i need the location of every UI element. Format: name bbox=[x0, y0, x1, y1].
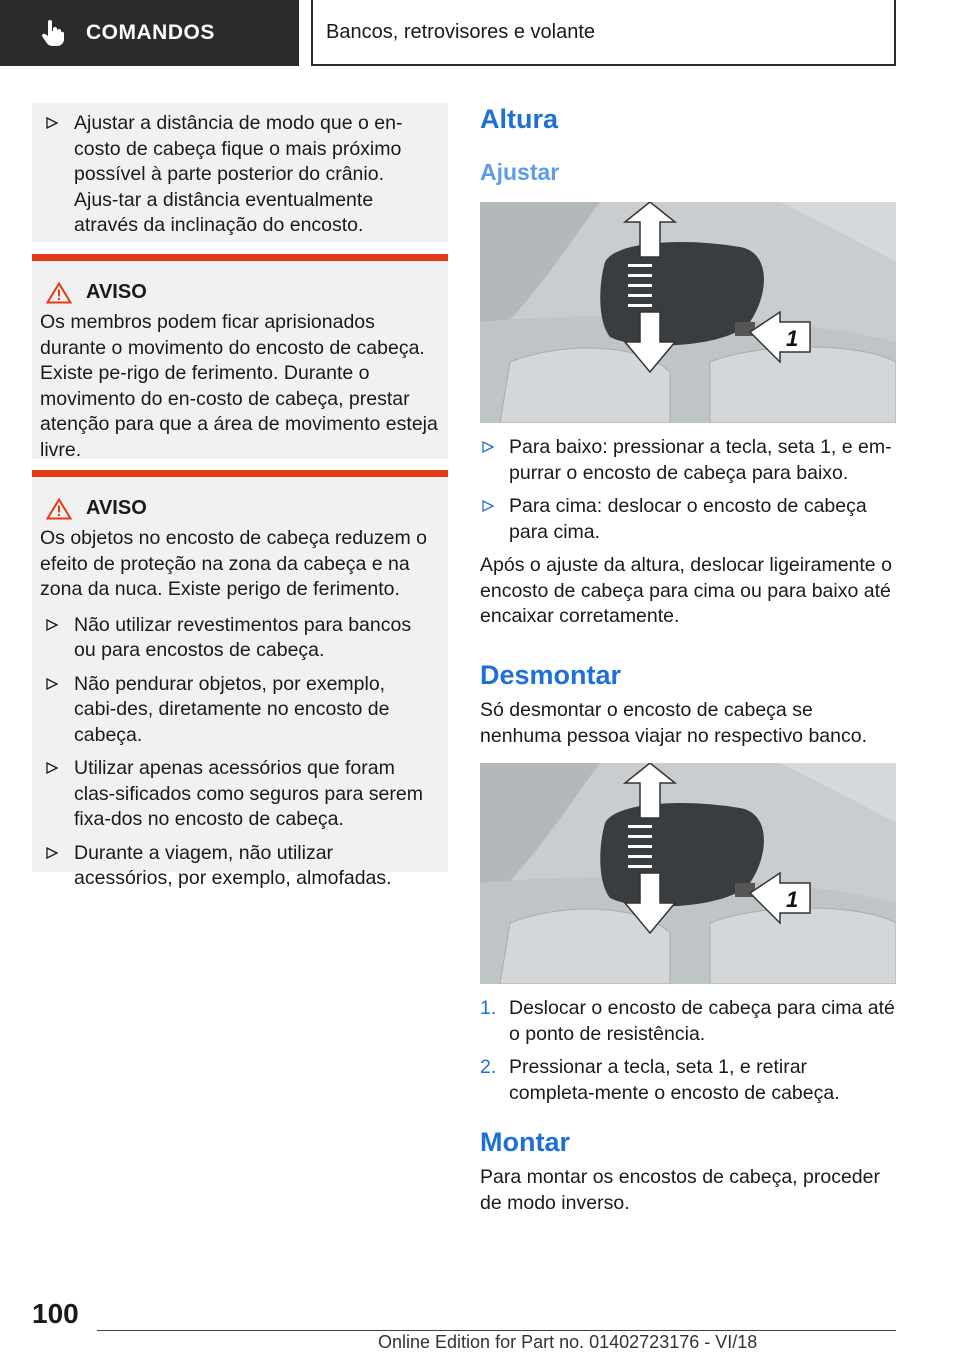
list-item: Para baixo: pressionar a tecla, seta 1, e em-purrar o encosto de cabeça para baixo. bbox=[480, 435, 896, 486]
figure-callout-label: 1 bbox=[786, 887, 799, 912]
list-item: Durante a viagem, não utilizar acessórios, por exemplo, almofadas. bbox=[32, 841, 440, 892]
tip-box bbox=[32, 103, 448, 242]
heading-ajustar: Ajustar bbox=[480, 159, 560, 185]
list-item: 2. Pressionar a tecla, seta 1, e retirar completa-mente o encosto de cabeça. bbox=[480, 1056, 840, 1104]
pointing-hand-icon bbox=[40, 20, 66, 46]
edition-text: Online Edition for Part no. 01402723176 - VI/18 bbox=[378, 1332, 758, 1352]
warning-box bbox=[32, 477, 448, 889]
desmontar-note: Só desmontar o encosto de cabeça se nenhuma pessoa viajar no respectivo banco. bbox=[480, 699, 867, 747]
warning-text: Os objetos no encosto de cabeça reduzem o efeito de proteção na zona da cabeça e na zona da nuca. Existe perigo de ferimento. bbox=[40, 527, 427, 600]
warning-title: AVISO bbox=[40, 281, 440, 304]
headrest-remove-figure bbox=[480, 763, 896, 984]
list-item: Não pendurar objetos, por exemplo, cabi-des, diretamente no encosto de cabeça. bbox=[32, 672, 440, 749]
triangle-bullet-icon bbox=[46, 762, 58, 774]
headrest-adjust-figure bbox=[480, 202, 896, 423]
chapter-title: Bancos, retrovisores e volante bbox=[326, 20, 596, 43]
montar-note: Para montar os encostos de cabeça, proceder de modo inverso. bbox=[480, 1166, 880, 1214]
chapter-header bbox=[311, 0, 896, 66]
figure-callout-label: 1 bbox=[786, 326, 799, 351]
warning-title: AVISO bbox=[40, 497, 440, 520]
list-item: Utilizar apenas acessórios que foram clas-sificados como seguros para serem fixa-dos no encosto de cabeça. bbox=[32, 756, 440, 833]
triangle-bullet-icon bbox=[482, 441, 494, 453]
adjust-note: Após o ajuste da altura, deslocar ligeiramente o encosto de cabeça para cima ou para baixo até encaixar corretamente. bbox=[480, 554, 892, 627]
heading-montar: Montar bbox=[480, 1127, 570, 1157]
list-item: Não utilizar revestimentos para bancos ou para encostos de cabeça. bbox=[32, 613, 440, 664]
remove-steps bbox=[480, 996, 896, 1106]
warning-bar bbox=[32, 254, 448, 261]
triangle-bullet-icon bbox=[46, 619, 58, 631]
warning-box bbox=[32, 261, 448, 459]
warning-triangle-icon bbox=[46, 498, 72, 520]
list-item: 1. Deslocar o encosto de cabeça para cima até o ponto de resistência. bbox=[480, 997, 895, 1045]
triangle-bullet-icon bbox=[46, 117, 58, 129]
warning-text: Os membros podem ficar aprisionados durante o movimento do encosto de cabeça. Existe pe-rigo de ferimento. Durante o movimento do en-costo de cabeça, prestar atenção para que a área de movimento esteja livre. bbox=[40, 311, 438, 461]
warning-bar bbox=[32, 470, 448, 477]
adjust-steps bbox=[480, 435, 896, 630]
triangle-bullet-icon bbox=[46, 678, 58, 690]
page-number: 100 bbox=[32, 1298, 79, 1329]
warning-triangle-icon bbox=[46, 282, 72, 304]
heading-desmontar: Desmontar bbox=[480, 660, 622, 690]
headrest-illustration bbox=[480, 202, 896, 423]
triangle-bullet-icon bbox=[46, 847, 58, 859]
heading-altura: Altura bbox=[480, 104, 559, 134]
section-tab bbox=[0, 0, 299, 66]
list-item: Para cima: deslocar o encosto de cabeça para cima. bbox=[480, 494, 896, 545]
footer-rule bbox=[97, 1330, 896, 1331]
headrest-illustration bbox=[480, 763, 896, 984]
section-name: COMANDOS bbox=[86, 21, 215, 44]
list-item: Ajustar a distância de modo que o en-costo de cabeça fique o mais próximo possível à parte posterior do crânio. Ajus-tar a distância eventualmente através da inclinação do encosto. bbox=[32, 111, 448, 239]
triangle-bullet-icon bbox=[482, 500, 494, 512]
